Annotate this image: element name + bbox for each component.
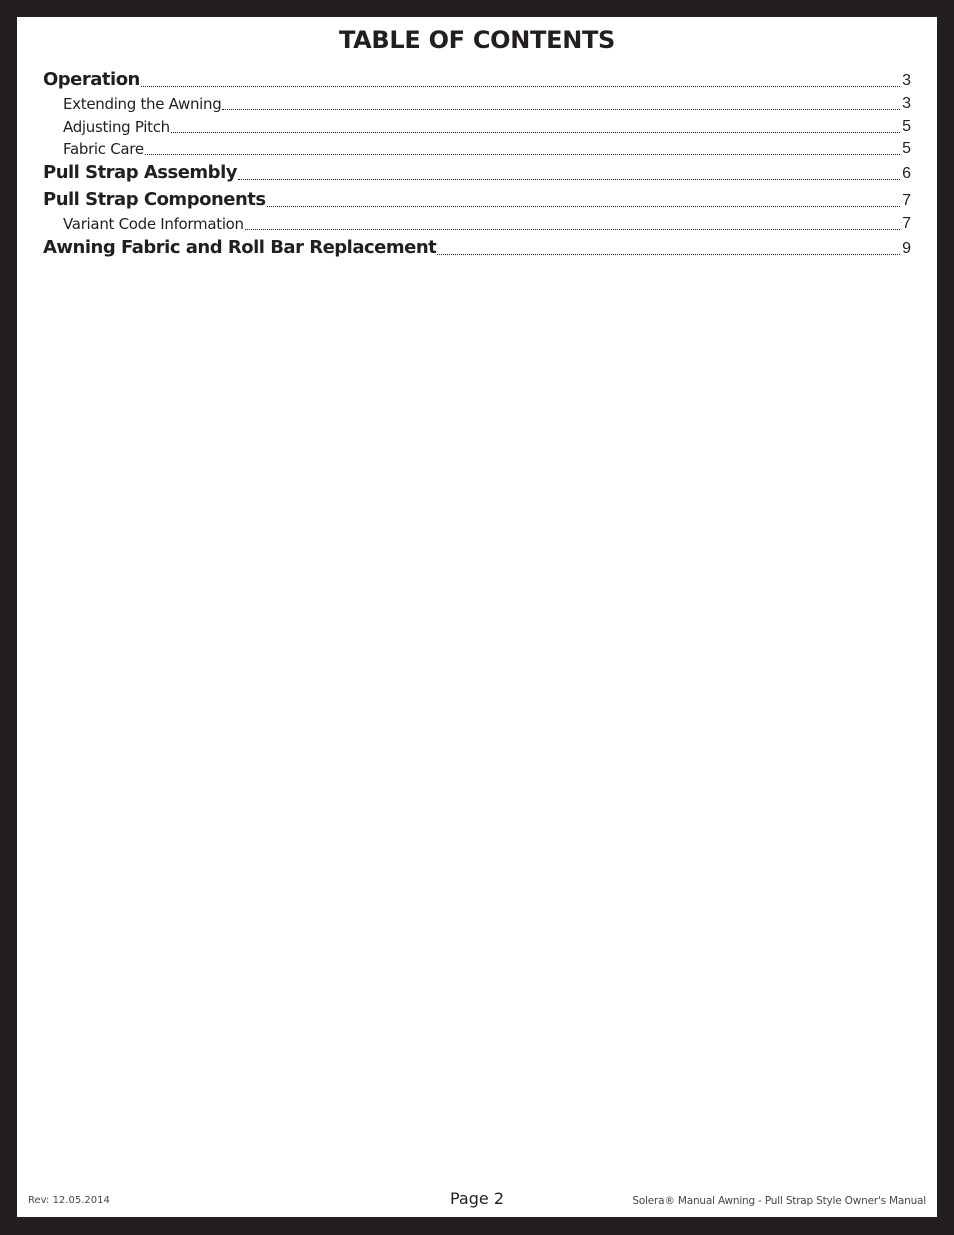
toc-entry-operation[interactable] <box>43 70 911 90</box>
toc-entry-page: 7 <box>902 215 911 232</box>
toc-entry-page: 5 <box>902 118 911 135</box>
toc-entry-awning-fabric-and-roll-bar-replacement[interactable] <box>43 238 911 258</box>
revision-date: Rev: 12.05.2014 <box>28 1195 110 1206</box>
toc-entry-page: 5 <box>902 140 911 157</box>
toc-entry-label: Adjusting Pitch <box>63 118 170 137</box>
dot-leader <box>437 253 900 255</box>
toc-entry-page: 6 <box>902 165 911 183</box>
dot-leader <box>238 178 900 180</box>
page-footer <box>17 1189 937 1213</box>
dot-leader <box>222 108 900 110</box>
toc-entry-page: 3 <box>902 72 911 90</box>
dot-leader <box>267 205 900 207</box>
toc-entry-label: Variant Code Information <box>63 215 244 234</box>
document-page <box>17 17 937 1217</box>
toc-entry-page: 9 <box>902 240 911 258</box>
dot-leader <box>145 153 900 155</box>
toc-entry-page: 3 <box>902 95 911 112</box>
toc-entry-pull-strap-components[interactable] <box>43 190 911 210</box>
toc-entry-label: Fabric Care <box>63 140 144 159</box>
dot-leader <box>141 85 900 87</box>
toc-entry-page: 7 <box>902 192 911 210</box>
toc-entry-variant-code-information[interactable] <box>43 215 911 233</box>
toc-entry-label: Pull Strap Assembly <box>43 162 237 183</box>
toc-entry-pull-strap-assembly[interactable] <box>43 163 911 183</box>
toc-entry-label: Awning Fabric and Roll Bar Replacement <box>43 237 437 258</box>
dot-leader <box>245 228 900 230</box>
toc-entry-fabric-care[interactable] <box>43 140 911 158</box>
dot-leader <box>171 131 900 133</box>
page-number: Page 2 <box>450 1189 504 1208</box>
toc-entry-label: Pull Strap Components <box>43 189 266 210</box>
toc-entry-label: Extending the Awning <box>63 95 222 114</box>
toc-entry-adjusting-pitch[interactable] <box>43 118 911 136</box>
manual-title: Solera® Manual Awning - Pull Strap Style Owner's Manual <box>632 1195 926 1207</box>
page-title: TABLE OF CONTENTS <box>338 26 616 54</box>
toc-entry-label: Operation <box>43 69 140 90</box>
toc-entry-extending-the-awning[interactable] <box>43 95 911 113</box>
